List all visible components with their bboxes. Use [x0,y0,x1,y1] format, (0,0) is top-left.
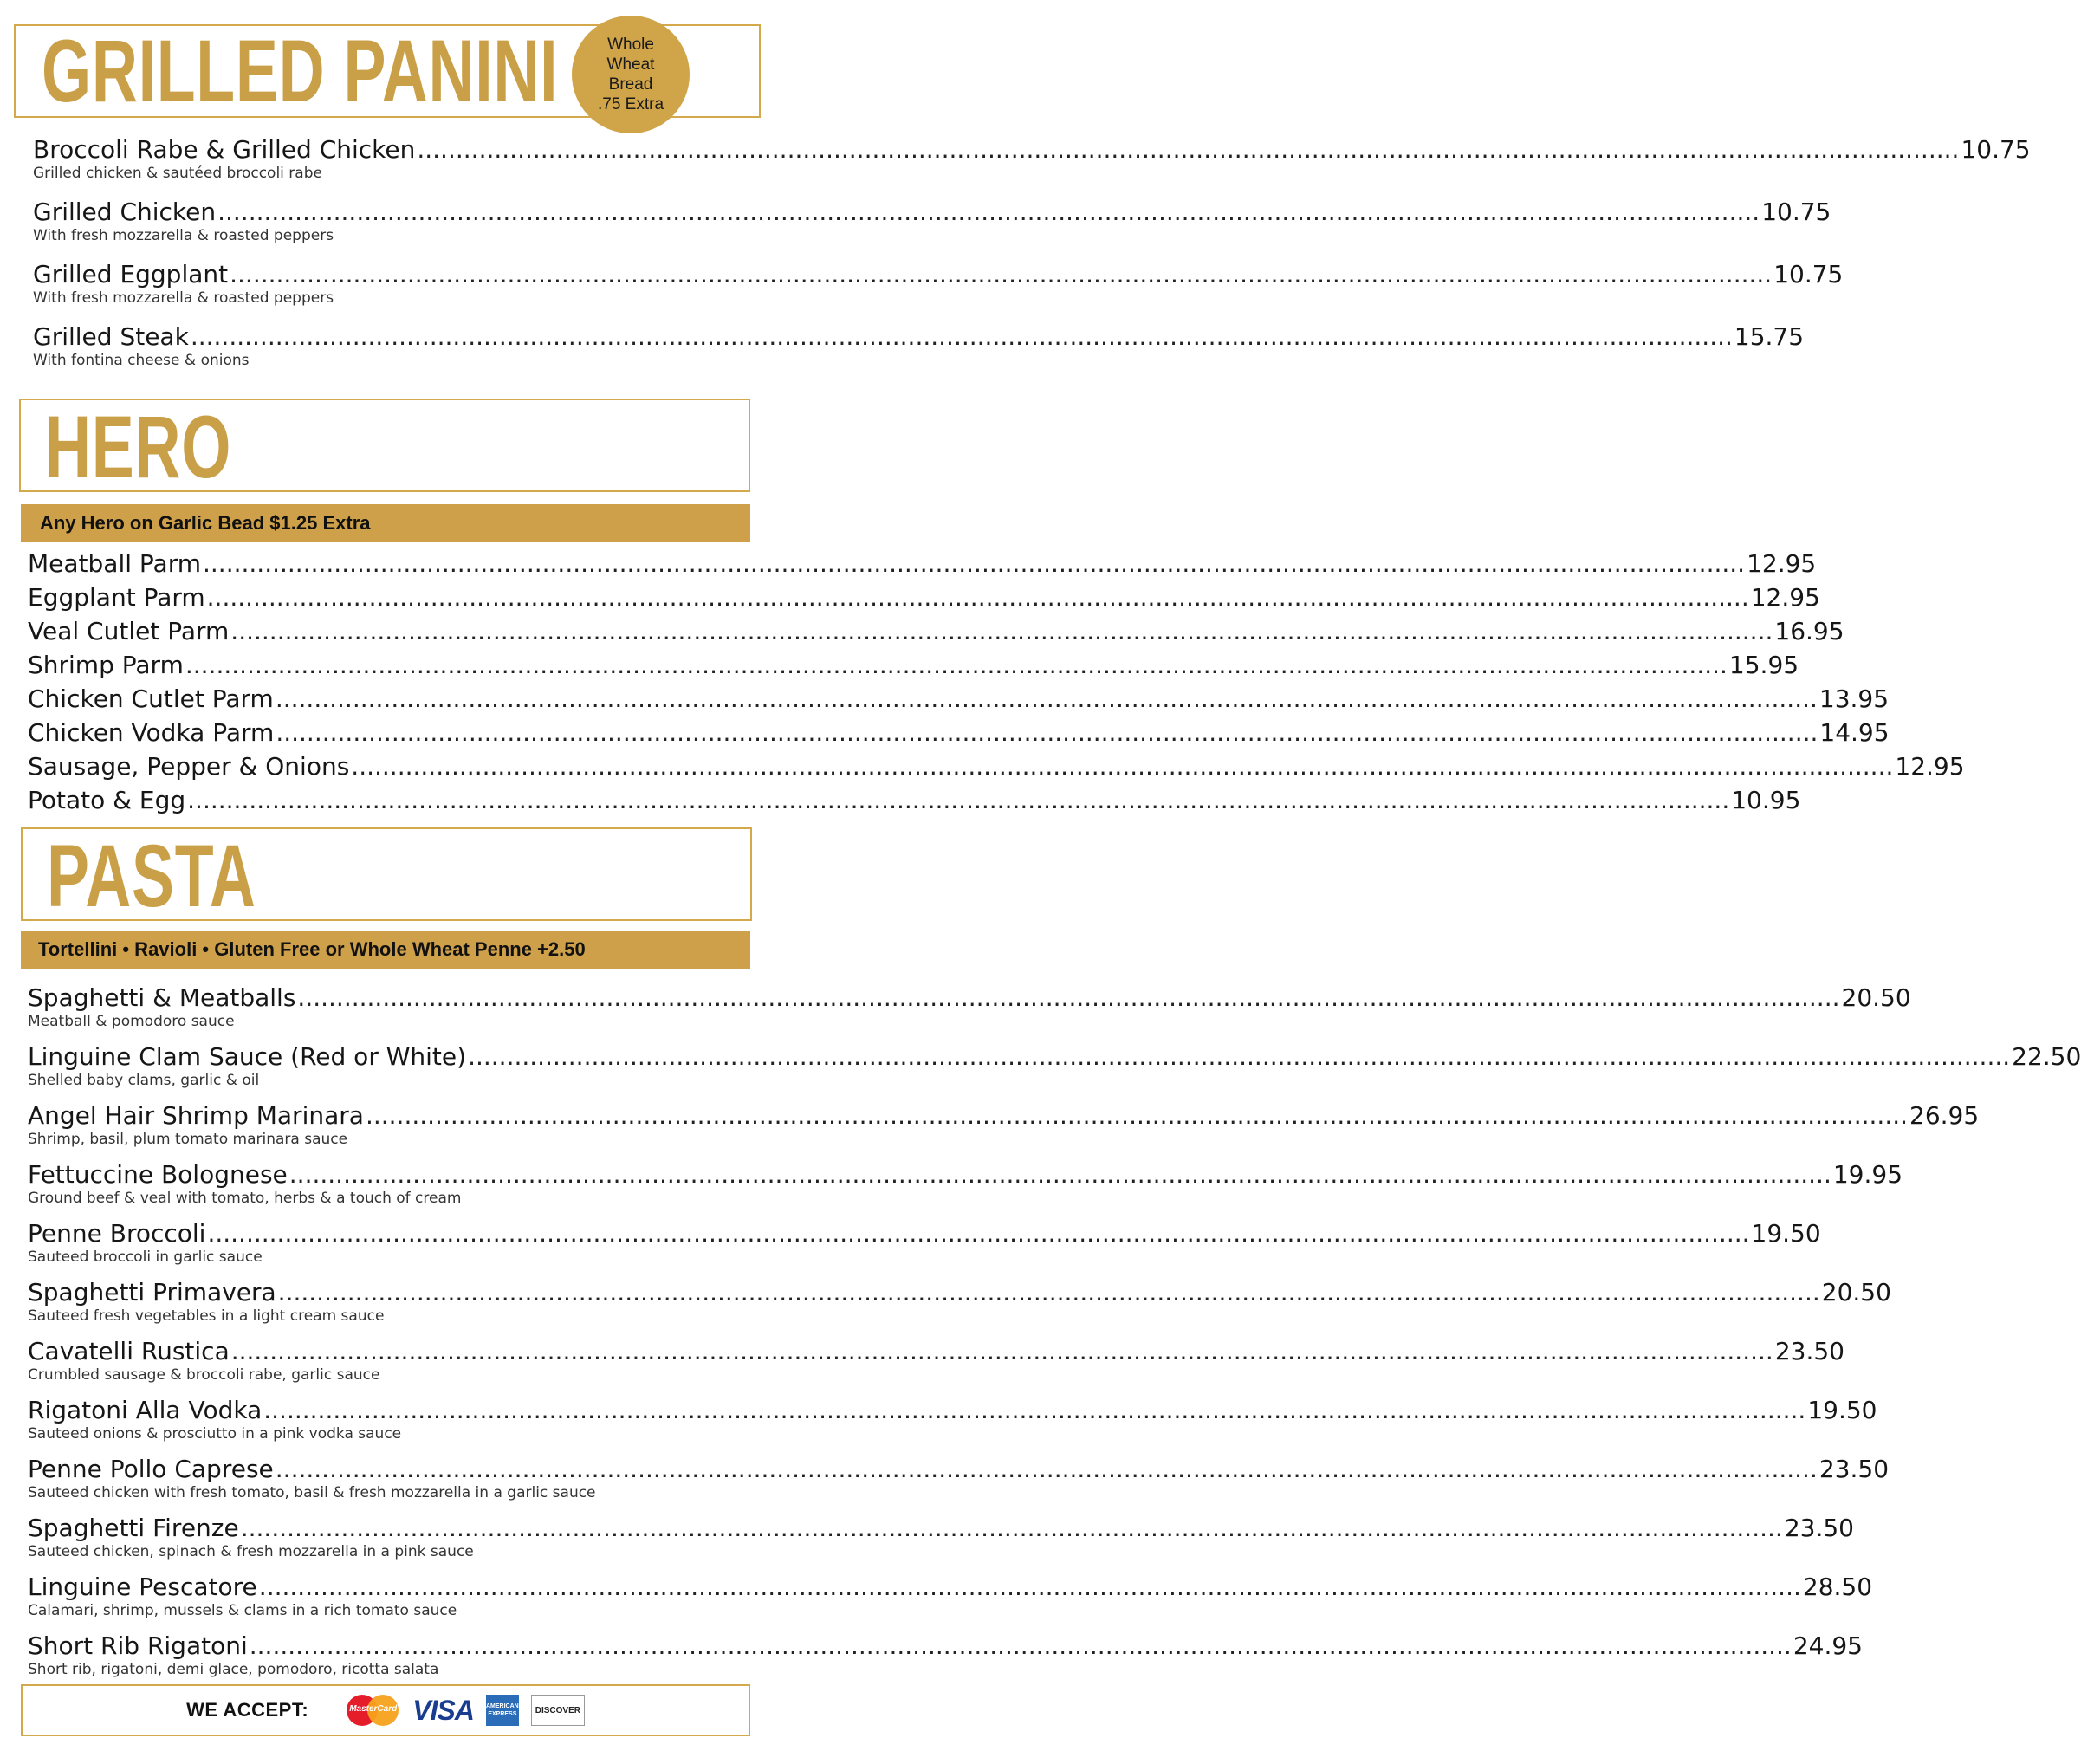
panini-title: GRILLED PANINI [42,22,559,120]
item-price: 28.50 [1802,1573,1873,1601]
dot-leader: ........................................................................................................................................................................................................ [263,1396,1806,1424]
item-name: Linguine Pescatore [28,1573,257,1601]
menu-item [33,322,1805,369]
item-price: 19.95 [1832,1160,1903,1189]
item-name: Chicken Cutlet Parm [28,684,274,713]
menu-item [28,1337,1844,1384]
we-accept-label: WE ACCEPT: [186,1699,309,1721]
pasta-note-bar [21,931,750,969]
pasta-title: PASTA [47,827,256,925]
item-price: 15.75 [1734,322,1805,351]
item-price: 23.50 [1774,1337,1844,1365]
item-description: With fresh mozzarella & roasted peppers [33,227,334,244]
item-description: Short rib, rigatoni, demi glace, pomodoro, ricotta salata [28,1661,439,1678]
item-name: Spaghetti & Meatballs [28,983,296,1012]
item-description: Sauteed chicken, spinach & fresh mozzarella in a pink sauce [28,1543,474,1560]
pasta-note: Tortellini • Ravioli • Gluten Free or Whole Wheat Penne +2.50 [38,938,586,960]
dot-leader: ........................................................................................................................................................................................................ [351,752,1894,781]
dot-leader: ........................................................................................................................................................................................................ [288,1160,1831,1189]
menu-item [28,1573,1873,1619]
item-name: Eggplant Parm [28,583,205,612]
menu-item [28,651,1799,680]
menu-item [28,583,1820,613]
badge-line: Wheat [606,55,655,74]
item-price: 16.95 [1774,617,1844,645]
item-description: Sauteed broccoli in garlic sauce [28,1248,263,1266]
menu-item [28,983,1911,1030]
discover-logo: DISCOVER [531,1695,585,1726]
menu-item [28,1219,1821,1266]
hero-title: HERO [45,398,232,496]
dot-leader: ........................................................................................................................................................................................................ [230,260,1773,289]
dot-leader: ........................................................................................................................................................................................................ [417,135,1960,164]
dot-leader: ........................................................................................................................................................................................................ [187,786,1730,814]
item-price: 12.95 [1747,549,1817,578]
item-price: 23.50 [1818,1455,1890,1483]
menu-item [33,260,1844,307]
item-description: Calamari, shrimp, mussels & clams in a rich tomato sauce [28,1602,457,1619]
item-description: Grilled chicken & sautéed broccoli rabe [33,165,322,182]
item-name: Meatball Parm [28,549,201,578]
dot-leader: ........................................................................................................................................................................................................ [206,583,1749,612]
item-name: Rigatoni Alla Vodka [28,1396,263,1424]
item-name: Grilled Chicken [33,198,217,226]
item-price: 10.95 [1731,786,1801,814]
menu-item [28,1514,1854,1560]
visa-logo: VISA [412,1694,474,1726]
item-price: 10.75 [1761,198,1831,226]
payment-methods [21,1684,750,1736]
item-price: 23.50 [1784,1514,1854,1542]
dot-leader: ........................................................................................................................................................................................................ [185,651,1728,679]
dot-leader: ........................................................................................................................................................................................................ [277,1278,1820,1307]
item-name: Penne Broccoli [28,1219,206,1248]
dot-leader: ........................................................................................................................................................................................................ [217,198,1760,226]
item-price: 12.95 [1895,752,1965,781]
badge-line: .75 Extra [597,95,664,113]
item-name: Potato & Egg [28,786,186,814]
menu-item [28,718,1890,748]
mastercard-logo: MasterCard [347,1695,400,1726]
item-description: With fresh mozzarella & roasted peppers [33,289,334,307]
item-price: 14.95 [1819,718,1890,747]
menu-item [28,1101,1980,1148]
item-name: Short Rib Rigatoni [28,1631,248,1660]
menu-item [28,617,1844,646]
item-name: Grilled Eggplant [33,260,229,289]
item-price: 24.95 [1793,1631,1863,1660]
item-description: Crumbled sausage & broccoli rabe, garlic sauce [28,1366,380,1384]
item-name: Cavatelli Rustica [28,1337,230,1365]
menu-item [28,1042,2081,1089]
dot-leader: ........................................................................................................................................................................................................ [275,1455,1818,1483]
item-description: Ground beef & veal with tomato, herbs & a touch of cream [28,1190,462,1207]
whole-wheat-badge [572,16,690,133]
dot-leader: ........................................................................................................................................................................................................ [207,1219,1750,1248]
item-name: Linguine Clam Sauce (Red or White) [28,1042,467,1071]
item-price: 10.75 [1773,260,1844,289]
menu-item [28,549,1817,579]
item-description: Shelled baby clams, garlic & oil [28,1072,260,1089]
item-name: Sausage, Pepper & Onions [28,752,350,781]
menu-item [28,1278,1891,1325]
item-name: Grilled Steak [33,322,189,351]
menu-item [28,752,1965,781]
item-description: With fontina cheese & onions [33,352,250,369]
item-price: 15.95 [1728,651,1799,679]
item-description: Meatball & pomodoro sauce [28,1013,235,1030]
menu-item [33,198,1831,244]
item-price: 20.50 [1841,983,1911,1012]
dot-leader: ........................................................................................................................................................................................................ [240,1514,1783,1542]
item-name: Angel Hair Shrimp Marinara [28,1101,364,1130]
dot-leader: ........................................................................................................................................................................................................ [276,718,1818,747]
hero-note: Any Hero on Garlic Bead $1.25 Extra [40,512,371,534]
item-price: 12.95 [1750,583,1820,612]
dot-leader: ........................................................................................................................................................................................................ [468,1042,2011,1071]
item-name: Chicken Vodka Parm [28,718,275,747]
dot-leader: ........................................................................................................................................................................................................ [249,1631,1792,1660]
menu-item [33,135,2031,182]
dot-leader: ........................................................................................................................................................................................................ [190,322,1733,351]
item-price: 22.50 [2012,1042,2081,1071]
item-price: 19.50 [1807,1396,1877,1424]
amex-logo: AMERICAN EXPRESS [486,1695,519,1726]
item-name: Veal Cutlet Parm [28,617,230,645]
item-price: 19.50 [1751,1219,1821,1248]
item-price: 26.95 [1909,1101,1980,1130]
dot-leader: ........................................................................................................................................................................................................ [230,1337,1773,1365]
item-price: 20.50 [1821,1278,1891,1307]
menu-item [28,1396,1877,1443]
badge-line: Whole [607,36,654,54]
menu-item [28,684,1890,714]
dot-leader: ........................................................................................................................................................................................................ [258,1573,1801,1601]
item-price: 13.95 [1818,684,1890,713]
dot-leader: ........................................................................................................................................................................................................ [203,549,1746,578]
dot-leader: ........................................................................................................................................................................................................ [275,684,1818,713]
item-name: Shrimp Parm [28,651,184,679]
hero-note-bar [21,504,750,542]
badge-line: Bread [608,75,653,94]
item-price: 10.75 [1961,135,2031,164]
item-name: Penne Pollo Caprese [28,1455,274,1483]
item-description: Sauteed fresh vegetables in a light cream sauce [28,1307,385,1325]
menu-item [28,1631,1863,1678]
item-name: Broccoli Rabe & Grilled Chicken [33,135,416,164]
item-name: Spaghetti Primavera [28,1278,276,1307]
dot-leader: ........................................................................................................................................................................................................ [297,983,1840,1012]
dot-leader: ........................................................................................................................................................................................................ [365,1101,1909,1130]
item-name: Spaghetti Firenze [28,1514,239,1542]
menu-item [28,1160,1903,1207]
item-name: Fettuccine Bolognese [28,1160,288,1189]
menu-item [28,1455,1890,1501]
item-description: Sauteed onions & prosciutto in a pink vodka sauce [28,1425,402,1443]
item-description: Shrimp, basil, plum tomato marinara sauce [28,1131,348,1148]
menu-item [28,786,1801,815]
dot-leader: ........................................................................................................................................................................................................ [230,617,1773,645]
item-description: Sauteed chicken with fresh tomato, basil & fresh mozzarella in a garlic sauce [28,1484,596,1501]
